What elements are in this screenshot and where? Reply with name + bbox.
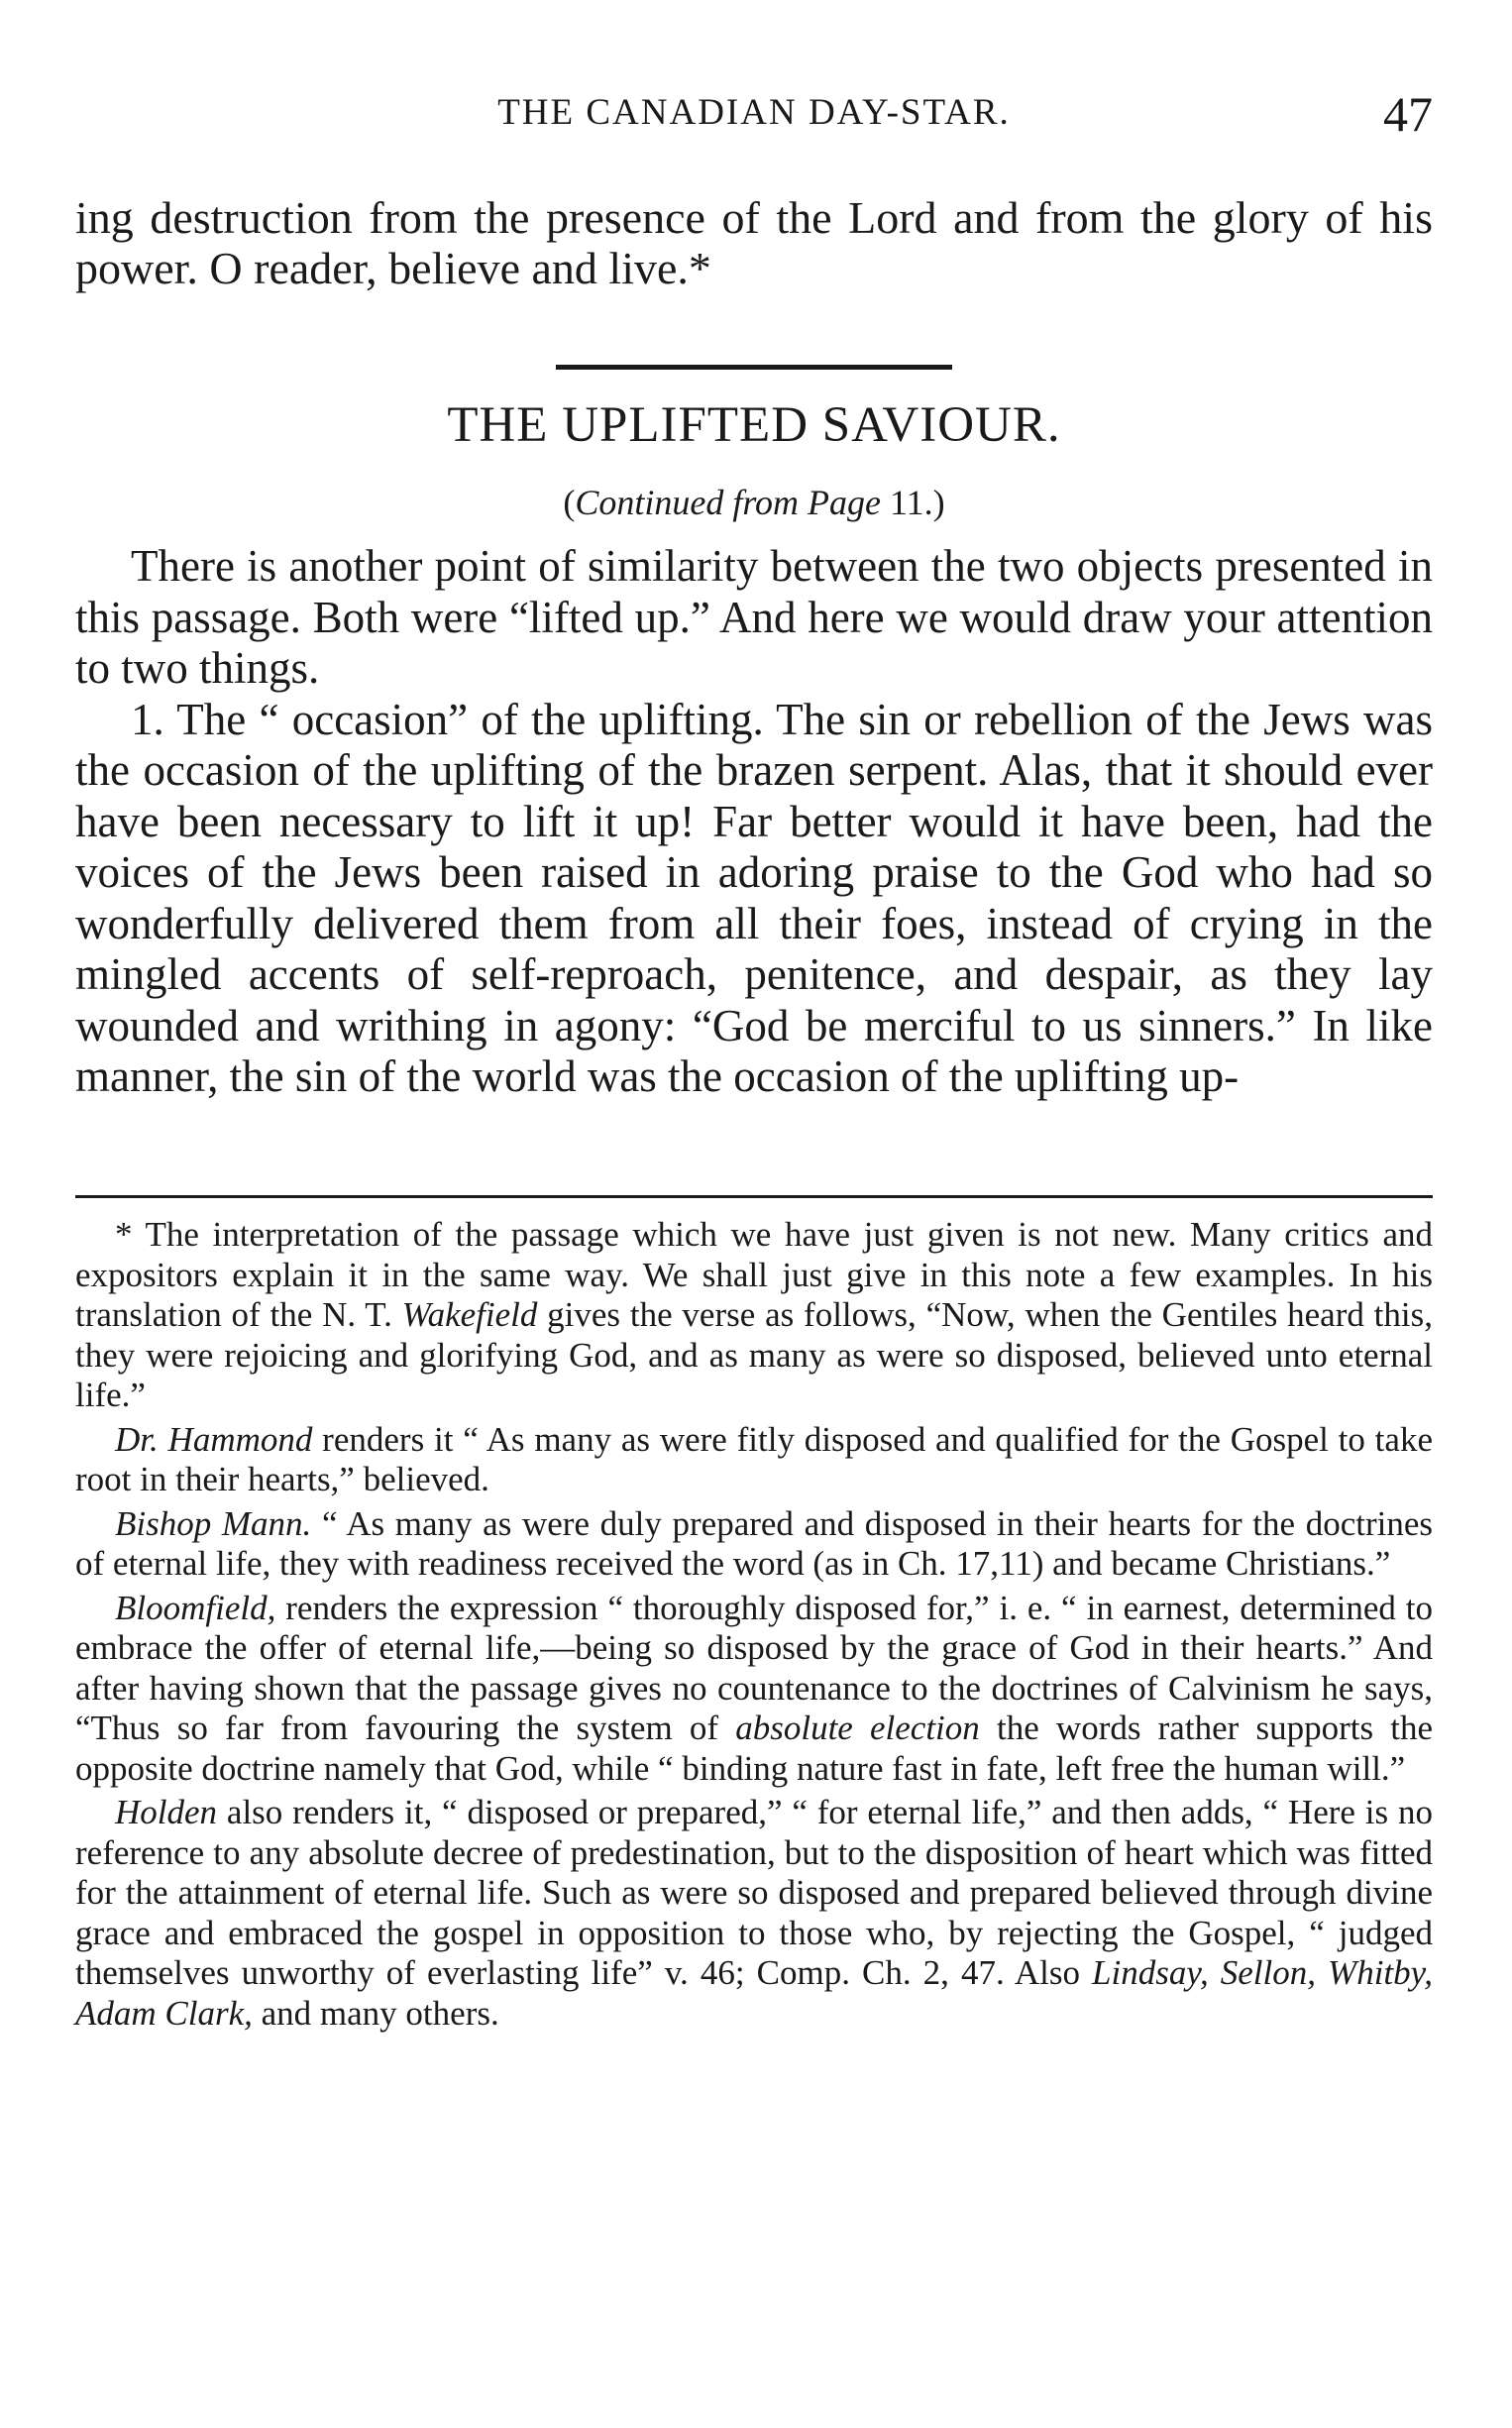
continued-note: [75, 482, 1433, 523]
page-number: 47: [1383, 86, 1433, 142]
footnote-text: * The interpretation of the passage which we have just given is not new. Many critics and expositors explain it in the same way. We shall just give in this note a few examples. In his translation of the N. T.: [75, 1215, 1433, 1334]
continued-open: (: [563, 483, 576, 522]
footnote-text: and many others.: [252, 1993, 499, 2033]
footnote-emphasis: absolute election: [735, 1709, 980, 1747]
article-body: [75, 541, 1433, 1103]
running-title: THE CANADIAN DAY-STAR.: [497, 92, 1011, 133]
footnote-paragraph-4: [75, 1589, 1433, 1790]
footnote-author: Holden: [115, 1793, 218, 1831]
footnote-paragraph-1: [75, 1215, 1433, 1416]
footnote-text: the words rather supports the opposite doctrine namely that God, while “ binding nature fast in fate, left free the human will.”: [75, 1709, 1434, 1788]
lead-paragraph: ing destruction from the presence of the Lord and from the glory of his power. O reader, believe and live.*: [75, 192, 1433, 293]
continued-italic: Continued from Page: [575, 483, 881, 522]
footnote-text: gives the verse as follows, “Now, when the Gentiles heard this, they were rejoicing and glorifying God, and as many as were so disposed, believed unto eternal life.”: [75, 1295, 1433, 1414]
running-head: [75, 86, 1433, 151]
footnote-paragraph-3: [75, 1504, 1433, 1585]
section-divider: [556, 365, 952, 370]
footnote-text: “ As many as were duly prepared and disposed in their hearts for the doctrines of eternal life, they with readiness received the word (as in Ch. 17,11) and became Christians.”: [75, 1503, 1433, 1583]
footnote-divider: [75, 1195, 1433, 1198]
continued-rest: 11.): [880, 483, 945, 522]
footnote-text: renders it “ As many as were fitly disposed and qualified for the Gospel to take root in their hearts,” believed.: [75, 1419, 1433, 1498]
body-paragraph-1: There is another point of similarity between the two objects presented in this passage. Both were “lifted up.” And here we would draw your attention to two things.: [75, 541, 1433, 693]
body-paragraph-2: 1. The “ occasion” of the uplifting. The sin or rebellion of the Jews was the occasion of the uplifting of the brazen serpent. Alas, that it should ever have been necessary to lift it up! Far better would it have been, had the voices of the Jews been raised in adoring praise to the God who had so wonderfully delivered them from all their foes, instead of crying in the mingled accents of self-reproach, penitence, and despair, as they lay wounded and writhing in agony: “God be merciful to us sinners.” In like manner, the sin of the world was the occasion of the uplifting up-: [75, 694, 1433, 1101]
article-title: THE UPLIFTED SAVIOUR.: [447, 397, 1061, 453]
footnote-author: Dr. Hammond: [115, 1419, 313, 1459]
footnote: [75, 1215, 1433, 2038]
footnote-author: Bishop Mann.: [115, 1503, 312, 1543]
footnote-author-list: Lindsay, Sellon, Whitby, Adam Clark,: [75, 1953, 1433, 2033]
footnote-author: Bloomfield,: [115, 1588, 276, 1627]
footnote-author: Wakefield: [401, 1295, 538, 1334]
footnote-text: also renders it, “ disposed or prepared,” “ for eternal life,” and then adds, “ Here is no reference to any absolute decree of predestination, but to the disposition of heart which was fitted for the attainment of eternal life. Such as were so disposed and prepared believed through divine grace and embraced the gospel in opposition to those who, by rejecting the Gospel, “ judged themselves unworthy of everlasting life” v. 46; Comp. Ch. 2, 47. Also: [75, 1793, 1433, 1992]
footnote-text: renders the expression “ thoroughly disposed for,” i. e. “ in earnest, determined to embrace the offer of eternal life,—being so disposed by the grace of God in their hearts.” And after having shown that the passage gives no countenance to the doctrines of Calvinism he says, “Thus so far from favouring the system of: [75, 1588, 1433, 1747]
footnote-paragraph-2: [75, 1420, 1433, 1500]
footnote-paragraph-5: [75, 1793, 1433, 2034]
